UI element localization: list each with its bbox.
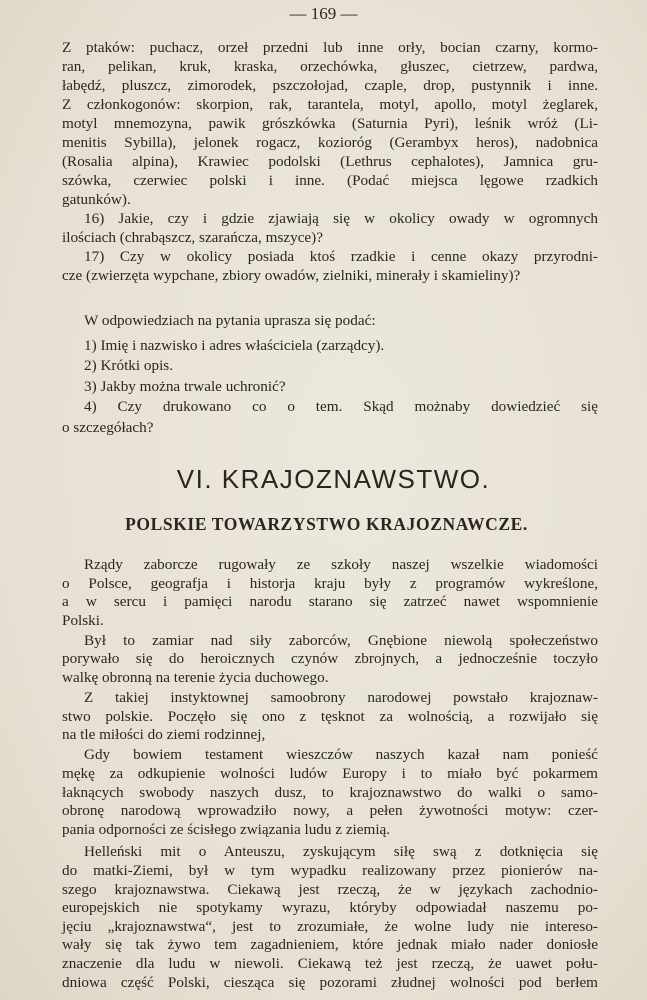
paragraph xyxy=(62,397,598,438)
paragraph xyxy=(62,38,598,209)
text-line: gatunków). xyxy=(62,191,131,208)
text-line: szówka, czerwiec polski i inne. (Podać miejsca lęgowe rzadkich xyxy=(62,172,598,189)
text-line: Był to zamiar nad siły zaborców, Gnębione niewolą społeczeństwo xyxy=(84,631,598,649)
text-line: stwo polskie. Poczęło się ono z tęsknot za wolnością, a rozwijało się xyxy=(62,707,598,725)
text-line: znaczenie dla ludu w niewoli. Ciekawą też jest rzeczą, że uawet połu- xyxy=(62,954,598,972)
text-line: 3) Jakby można trwale uchronić? xyxy=(84,377,286,395)
text-line: 1) Imię i nazwisko i adres właściciela (zarządcy). xyxy=(84,336,385,354)
text-line: dniowa część Polski, ciesząca się pozorami złudnej wolności pod berłem xyxy=(62,973,598,991)
text-line: Rządy zaborcze rugowały ze szkoły naszej wszelkie wiadomości xyxy=(84,556,598,573)
text-line: europejskich nie spotykamy wyrazu, któryby odpowiadał naszemu po- xyxy=(62,899,598,917)
text-line: mękę za odkupienie wolności ludów Europy i to miało być pokarmem xyxy=(62,765,598,783)
text-line: łaknących swobody naszych dusz, to krajoznawstwo do walki o samo- xyxy=(62,783,598,801)
text-line: do matki-Ziemi, był w tym wypadku realizowany przez pionierów na- xyxy=(62,862,598,879)
paragraph xyxy=(62,311,598,332)
text-line: 17) Czy w okolicy posiada ktoś rzadkie i cenne okazy przyrodni- xyxy=(84,248,598,265)
paragraph xyxy=(62,377,598,398)
page-number: — 169 — xyxy=(289,4,358,23)
text-line: 16) Jakie, czy i gdzie zjawiają się w okolicy owady w ogromnych xyxy=(84,210,598,227)
paragraph xyxy=(62,209,598,247)
text-line: o szczegółach? xyxy=(62,418,154,436)
paragraph xyxy=(62,356,598,377)
section-body xyxy=(62,556,598,994)
chapter-heading: VI. KRAJOZNAWSTWO. xyxy=(176,464,491,494)
text-line: jęciu „krajoznawstwa“, jest to zrozumiałe, że wolne ludy nie intereso- xyxy=(62,917,598,935)
text-line: ran, pelikan, kruk, kraska, orzechówka, głuszec, cietrzew, pardwa, xyxy=(62,58,598,75)
text-line: łabędź, pluszcz, zimorodek, pszczołojad, czaple, drop, pustynnik i inne. xyxy=(62,77,598,94)
text-line: wały się tak żywo tem zagadnieniem, które jednak miało nader doniosłe xyxy=(62,936,598,954)
text-line: W odpowiedziach na pytania uprasza się podać: xyxy=(84,312,376,329)
text-line: obronę narodową wprowadziło nowy, a pełen żywotności motyw: czer- xyxy=(62,802,598,820)
paragraph xyxy=(62,746,598,839)
text-line: Helleński mit o Anteuszu, zyskującym siłę swą z dotknięcia się xyxy=(84,843,598,861)
section-heading: POLSKIE TOWARZYSTWO KRAJOZNAWCZE. xyxy=(125,514,528,534)
text-line: szego krajoznawstwa. Ciekawą jest rzeczą, że w językach zachodnio- xyxy=(62,880,598,898)
text-line: (Rosalia alpina), Krawiec podolski (Lethrus cephalotes), Jamnica gru- xyxy=(62,153,598,170)
text-line: Z takiej instyktownej samoobrony narodowej powstało krajoznaw- xyxy=(84,689,598,707)
text-line: walkę obronną na terenie życia duchowego. xyxy=(62,669,329,687)
paragraph xyxy=(62,336,598,357)
text-line: Z ptaków: puchacz, orzeł przedni lub inne orły, bocian czarny, kormo- xyxy=(62,39,598,56)
paragraph xyxy=(62,247,598,285)
paragraph xyxy=(62,556,598,630)
text-line: cze (zwierzęta wypchane, zbiory owadów, zielniki, minerały i skamieliny)? xyxy=(62,267,521,284)
text-line: menitis Sybilla), jelonek rogacz, kozioróg (Gerambyx heros), nadobnica xyxy=(62,134,598,151)
text-line: Polski. xyxy=(62,611,104,629)
text-line: 4) Czy drukowano co o tem. Skąd możnaby dowiedzieć się xyxy=(84,398,598,416)
text-line: Z członkogonów: skorpion, rak, tarantela, motyl, apollo, motyl żeglarek, xyxy=(62,96,598,113)
answer-instructions xyxy=(62,311,598,439)
paragraph xyxy=(62,843,598,992)
text-line: a w sercu i pamięci narodu starano się zatrzeć nawet wspomnienie xyxy=(62,593,598,611)
questionnaire-continuation xyxy=(62,38,598,285)
text-line: pania odporności ze ścisłego związania ludu z ziemią. xyxy=(62,820,391,838)
text-line: na tle miłości do ziemi rodzinnej, xyxy=(62,726,266,744)
paragraph xyxy=(62,632,598,688)
text-line: ilościach (chrabąszcz, szarańcza, mszyce)? xyxy=(62,229,323,246)
text-line: motyl mnemozyna, pawik grószkówka (Saturnia Pyri), leśnik wróż (Li- xyxy=(62,115,598,132)
text-line: o Polsce, geografja i historja kraju były z programów wykreślone, xyxy=(62,574,598,592)
text-line: 2) Krótki opis. xyxy=(84,357,174,375)
text-line: porywało się do heroicznych czynów zbrojnych, a jednocześnie toczyło xyxy=(62,650,598,668)
text-line: Gdy bowiem testament wieszczów naszych kazał nam ponieść xyxy=(84,746,598,764)
paragraph xyxy=(62,689,598,745)
